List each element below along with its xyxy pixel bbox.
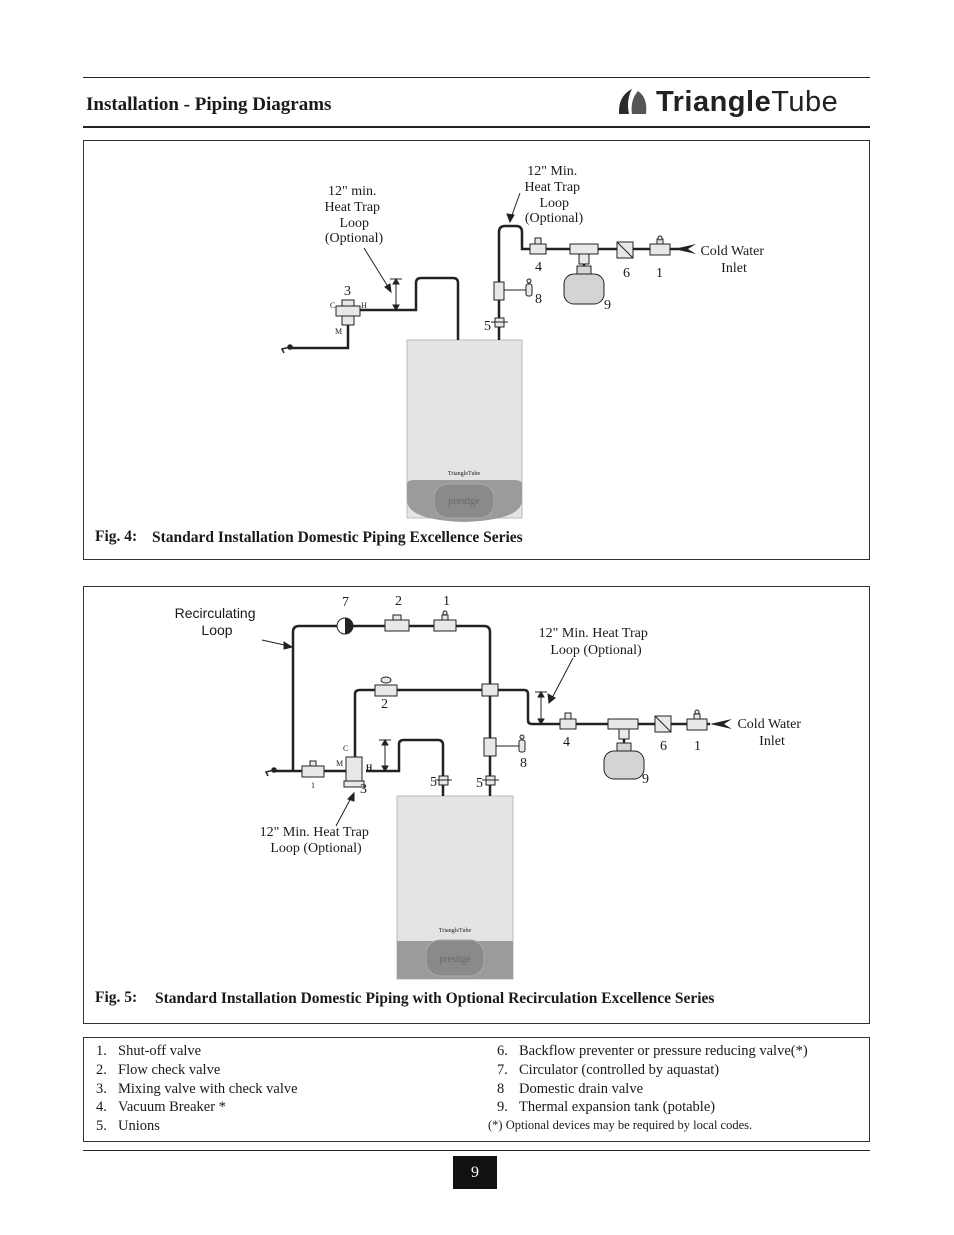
legend-item-number: 7. <box>497 1061 508 1078</box>
legend-item-number: 8 <box>497 1080 505 1097</box>
label-2b: 2 <box>381 697 388 712</box>
label-1a: 1 <box>443 594 450 609</box>
legend-item-text: Unions <box>118 1118 160 1135</box>
cold-water-arrow-icon <box>710 719 732 729</box>
piping <box>275 626 710 796</box>
flow-check-valve-2a <box>385 615 409 631</box>
drain-valve-8 <box>496 735 525 752</box>
shutoff-valve-1a <box>434 611 456 631</box>
figure-5-caption: Standard Installation Domestic Piping with Optional Recirculation Excellence Series <box>155 990 715 1007</box>
legend-item-text: Circulator (controlled by aquastat) <box>519 1061 720 1078</box>
heat-trap-arrow-bottom <box>379 740 391 771</box>
page-number: 9 <box>453 1156 497 1189</box>
legend-note: (*) Optional devices may be required by local codes. <box>488 1118 753 1132</box>
union-5b <box>482 776 499 785</box>
vacuum-breaker-4 <box>560 713 576 729</box>
legend-item-number: 3. <box>96 1080 107 1097</box>
flow-check-valve-2b <box>375 677 397 696</box>
legend-list-left <box>96 1042 298 1136</box>
legend-item-number: 6. <box>497 1043 508 1059</box>
cold-water-label: Cold Water Inlet <box>700 244 765 276</box>
mixing-valve-c-label: C <box>343 744 349 753</box>
union-5a <box>435 776 452 785</box>
unit-model-label: prestige <box>439 954 471 965</box>
heat-trap-left-label: 12" min. Heat Trap Loop (Optional) <box>324 184 384 246</box>
label-4: 4 <box>563 735 570 750</box>
shutoff-valve-1b <box>687 710 707 730</box>
legend-item <box>497 1061 808 1080</box>
recirc-label: Recirculating Loop <box>174 605 256 638</box>
brand-logo-text: TriangleTube <box>656 86 839 118</box>
figure-4-caption: Standard Installation Domestic Piping Excellence Series <box>152 529 523 546</box>
label-2a: 2 <box>395 594 402 609</box>
legend-item-text: Mixing valve with check valve <box>118 1080 298 1097</box>
legend-item <box>497 1098 808 1117</box>
legend-item-text: Flow check valve <box>118 1061 221 1078</box>
footer-rule <box>83 1150 870 1151</box>
legend-item-text: Domestic drain valve <box>519 1080 644 1097</box>
legend-item-number: 9. <box>497 1099 508 1116</box>
legend-item-number: 5. <box>96 1118 107 1135</box>
legend-item <box>96 1080 298 1099</box>
tee-fitting <box>608 719 638 739</box>
unit-brand-label: TriangleTube <box>438 928 472 934</box>
page-title: Installation - Piping Diagrams <box>86 94 332 115</box>
heat-trap-bottom-label: 12" Min. Heat Trap Loop (Optional) <box>259 825 369 856</box>
legend-item-text: Thermal expansion tank (potable) <box>519 1099 716 1116</box>
expansion-tank-9 <box>604 743 644 779</box>
drain-faucet <box>266 768 276 776</box>
label-8: 8 <box>520 756 527 771</box>
label-9: 9 <box>604 298 611 313</box>
legend-item <box>96 1042 298 1061</box>
label-9: 9 <box>642 772 649 787</box>
label-1c: 1 <box>311 781 315 790</box>
legend-item <box>96 1061 298 1080</box>
circulator-7 <box>337 618 353 634</box>
legend-item-text: Vacuum Breaker * <box>118 1099 226 1116</box>
label-5: 5 <box>484 319 491 334</box>
legend-item-text: Backflow preventer or pressure reducing valve(*) <box>519 1043 808 1059</box>
unit-brand-label: TriangleTube <box>447 471 481 477</box>
label-5a: 5 <box>430 775 437 790</box>
label-7: 7 <box>342 595 349 610</box>
heat-trap-right-label: 12" Min. Heat Trap Loop (Optional) <box>524 164 584 226</box>
label-3: 3 <box>360 782 367 797</box>
label-8: 8 <box>535 292 542 307</box>
cold-water-label: Cold Water Inlet <box>737 717 802 749</box>
legend-item-number: 1. <box>96 1043 107 1059</box>
heat-trap-right-label: 12" Min. Heat Trap Loop (Optional) <box>538 626 648 658</box>
component-legend <box>83 1037 870 1142</box>
heat-trap-bottom-arrow <box>336 793 354 826</box>
legend-list-right <box>497 1042 808 1117</box>
shutoff-valve-1c <box>302 761 324 777</box>
mixing-valve-h-label: H <box>366 763 373 772</box>
label-1b: 1 <box>694 739 701 754</box>
unit-model-label: prestige <box>448 496 480 507</box>
label-3: 3 <box>344 284 351 299</box>
mixing-valve-h-label: H <box>361 301 367 310</box>
figure-5-label: Fig. 5: <box>95 989 138 1006</box>
legend-item-number: 4. <box>96 1099 107 1116</box>
mixing-valve-m-label: M <box>335 327 343 336</box>
legend-item <box>96 1098 298 1117</box>
backflow-preventer-6 <box>655 716 671 732</box>
legend-item-number: 2. <box>96 1061 107 1078</box>
mixing-valve-m-label: M <box>336 759 344 768</box>
legend-item-text: Shut-off valve <box>118 1043 202 1059</box>
legend-item <box>497 1042 808 1061</box>
label-5b: 5 <box>476 776 483 791</box>
mixing-valve-c-label: C <box>330 301 336 310</box>
label-1: 1 <box>656 266 663 281</box>
legend-item <box>497 1080 808 1099</box>
label-6: 6 <box>623 266 630 281</box>
label-6: 6 <box>660 739 667 754</box>
recirc-arrow <box>262 640 292 649</box>
figure-4-label: Fig. 4: <box>95 528 138 545</box>
legend-item <box>96 1117 298 1136</box>
label-4: 4 <box>535 260 542 275</box>
water-heater-unit <box>397 796 513 979</box>
